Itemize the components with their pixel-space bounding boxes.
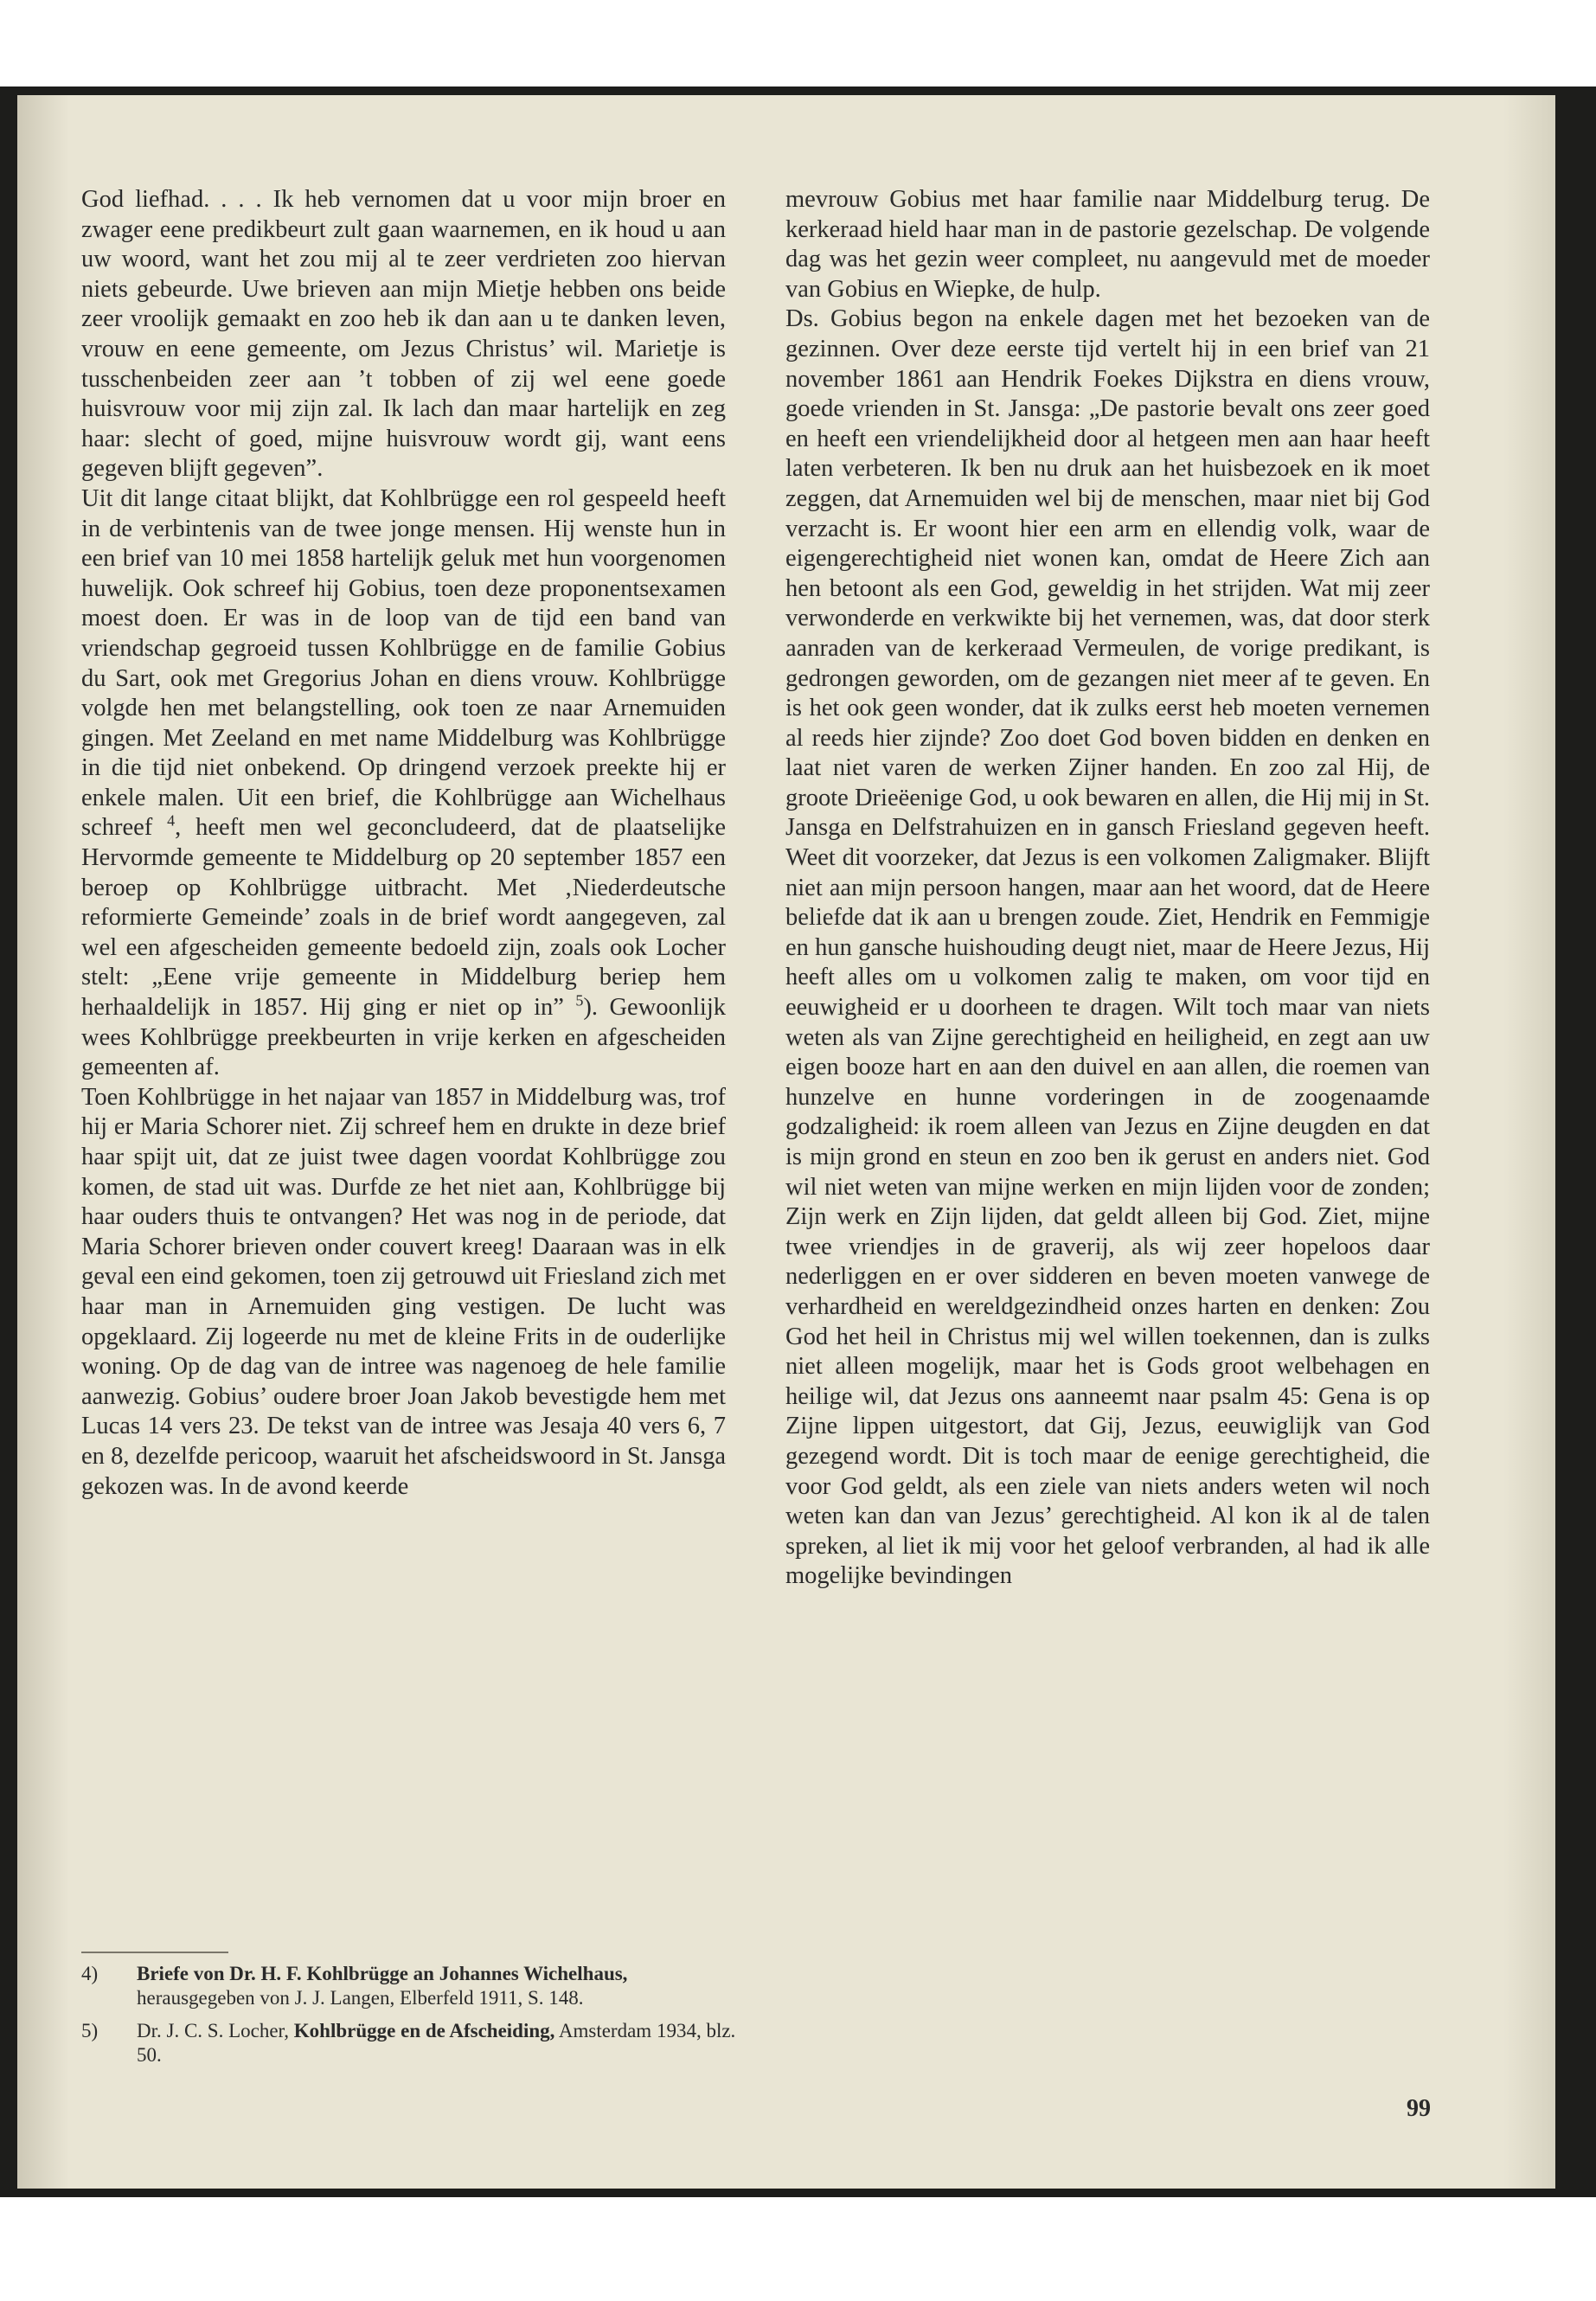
footnote-4-text: herausgegeben von J. J. Langen, Elberfeld 1911, S. 148. (137, 1987, 584, 2009)
right-paragraph-1: mevrouw Gobius met haar familie naar Middelburg terug. De kerkeraad hield haar man in de pastorie gezelschap. De volgende dag was het gezin weer compleet, nu aangevuld met de moeder van Gobius en Wiepke, de hulp. (785, 186, 1430, 303)
left-paragraph-2-end: ). Gewoonlijk wees Kohlbrügge preekbeurten in vrije kerken en afgescheiden gemeenten af. (81, 994, 727, 1081)
footnote-4 (81, 1962, 739, 2010)
page-number: 99 (1407, 2095, 1431, 2122)
page-gutter-shadow (17, 95, 69, 2189)
left-text-column (81, 185, 726, 1502)
footnote-rule (81, 1952, 228, 1953)
footnote-5-author: Dr. J. C. S. Locher, (137, 2020, 294, 2041)
left-paragraph-2-cont: , heeft men wel geconcludeerd, dat de plaatselijke Hervormde gemeente te Middelburg op 20 september 1857 een beroep op Kohlbrügge uitbracht. Met ‚Niederdeutsche reformierte Gemeinde’ zoals in de brief wordt aangegeven, zal wel een afgescheiden gemeente bedoeld zijn, zoals ook Locher stelt: „Eene vrije gemeente in Middelburg beriep hem herhaaldelijk in 1857. Hij ging er niet op in” (81, 814, 726, 1022)
page-edge-shadow (1503, 95, 1555, 2189)
left-paragraph-3: Toen Kohlbrügge in het najaar van 1857 in Middelburg was, trof hij er Maria Schorer niet. Zij schreef hem en drukte in deze brief haar spijt uit, dat ze juist twee dagen voordat Kohlbrügge zou komen, de stad uit was. Durfde ze het niet aan, Kohlbrügge bij haar ouders thuis te ontvangen? Het was nog in de periode, dat Maria Schorer brieven onder couvert kreeg! Daaraan was in elk geval een eind gekomen, toen zij getrouwd uit Friesland zich met haar man in Arnemuiden ging vestigen. De lucht was opgeklaard. Zij logeerde nu met de kleine Frits in de ouderlijke woning. Op de dag van de intree was nagenoeg de hele familie aanwezig. Gobius’ oudere broer Joan Jakob bevestigde hem met Lucas 14 vers 23. De tekst van de intree was Jesaja 40 vers 6, 7 en 8, dezelfde pericoop, waaruit het afscheidswoord in St. Jansga gekozen was. In de avond keerde (81, 1083, 726, 1500)
footnote-5-number: 5) (81, 2020, 99, 2041)
footnote-5-title: Kohlbrügge en de Afscheiding, (293, 2020, 555, 2041)
right-paragraph-2: Ds. Gobius begon na enkele dagen met het bezoeken van de gezinnen. Over deze eerste tijd vertelt hij in een brief van 21 november 1861 aan Hendrik Foekes Dijkstra en diens vrouw, goede vrienden in St. Jansga: „De pastorie bevalt ons zeer goed en heeft een vriendelijkheid door al hetgeen men aan haar heeft laten verbeteren. Ik ben nu druk aan het huisbezoek en ik moet zeggen, dat Arnemuiden wel bij de menschen, maar niet bij God verzacht is. Er woont hier een arm en ellendig volk, waar de eigengerechtigheid niet wonen kan, omdat de Heere Zich aan hen betoont als een God, geweldig in het strijden. Wat mij zeer verwonderde en verkwikte bij het vernemen, was, dat door sterk aanraden van de kerkeraad Vermeulen, de vorige predikant, is gedrongen geworden, om de gezangen niet meer af te geven. En is het ook geen wonder, dat ik zulks eerst heb moeten vernemen al reeds hier zijnde? Zoo doet God boven bidden en denken en laat niet varen de werken Zijner handen. En zoo zal Hij, de groote Drieëenige God, u ook bewaren en allen, die Hij mij in St. Jansga en Delfstrahuizen en in gansch Friesland gegeven heeft. Weet dit voorzeker, dat Jezus is een volkomen Zaligmaker. Blijft niet aan mijn persoon hangen, maar aan het woord, dat de Heere beliefde dat ik aan u brengen zoude. Ziet, Hendrik en Femmigje en hun gansche huishouding deugt niet, maar de Heere Jezus, Hij heeft alles om u volkomen zalig te maken, om voor tijd en eeuwigheid er u doorheen te dragen. Wilt toch maar van niets weten als van Zijne gerechtigheid en heiligheid, en zegt aan uw eigen booze hart en aan den duivel en aan allen, die roemen van hunzelve en hunne vorderingen in de zoogenaamde godzaligheid: ik roem alleen van Jezus en Zijne deugden en dat is mijn grond en steun en zoo ben ik gerust en anders niet. God wil niet weten van mijne werken en mijn lijden voor de zonden; Zijn werk en Zijn lijden, dat geldt alleen bij God. Ziet, mijne twee vriendjes in de graverij, als wij zeer hopeloos daar nederliggen en er over sidderen en beven moeten vanwege de verhardheid en wereldgezindheid onzes harten en denken: Zou God het heil in Christus mij wel willen toekennen, dan is zulks niet alleen mogelijk, maar het is Gods groot welbehagen en heilige wil, dat Jezus ons aanneemt naar psalm 45: Gena is op Zijne lippen uitgestort, dat Gij, Jezus, eeuwiglijk van God gezegend wordt. Dit is toch maar de eenige gerechtigheid, die voor God geldt, als een ziele van niets anders weten wil noch weten kan dan van Jezus’ gerechtigheid. Al kon ik al de talen spreken, al liet ik mij voor het geloof verbranden, al had ik alle mogelijke bevindingen (785, 305, 1430, 1590)
left-paragraph-1: God liefhad. . . . Ik heb vernomen dat u voor mijn broer en zwager eene predikbeurt zult gaan waarnemen, en ik houd u aan uw woord, want het zou mij al te zeer verdrieten zoo hiervan niets gebeurde. Uwe brieven aan mijn Mietje hebben ons beide zeer vroolijk gemaakt en zoo heb ik dan aan u te danken leven, vrouw en eene gemeente, om Jezus Christus’ wil. Marietje is tusschenbeiden zeer aan ’t tobben of zij wel eene goede huisvrouw voor mij zijn zal. Ik lach dan maar hartelijk en zeg haar: slecht of goed, mijne huisvrouw wordt gij, want eens gegeven blijft gegeven”. (81, 186, 726, 483)
left-paragraph-2 (81, 484, 726, 1083)
footnote-4-number: 4) (81, 1963, 99, 1984)
footnotes (81, 1962, 739, 2076)
right-text-column (785, 185, 1430, 1592)
footnote-5-text: Amsterdam 1934, blz. 50. (137, 2020, 736, 2066)
footnote-4-title: Briefe von Dr. H. F. Kohlbrügge an Johannes Wichelhaus, (137, 1963, 628, 1984)
footnote-5 (81, 2019, 739, 2067)
footnote-ref-4: 4 (167, 811, 176, 830)
left-paragraph-2-text: Uit dit lange citaat blijkt, dat Kohlbrügge een rol gespeeld heeft in de verbintenis van de twee jonge mensen. Hij wenste hun in een brief van 10 mei 1858 hartelijk geluk met hun voorgenomen huwelijk. Ook schreef hij Gobius, toen deze proponentsexamen moest doen. Er was in de loop van de tijd een band van vriendschap gegroeid tussen Kohlbrügge en de familie Gobius du Sart, ook met Gregorius Johan en diens vrouw. Kohlbrügge volgde hen met belangstelling, ook toen ze naar Arnemuiden gingen. Met Zeeland en met name Middelburg was Kohlbrügge in die tijd niet onbekend. Op dringend verzoek preekte hij er enkele malen. Uit een brief, die Kohlbrügge aan Wichelhaus schreef (81, 484, 726, 842)
footnote-ref-5: 5 (575, 991, 584, 1009)
